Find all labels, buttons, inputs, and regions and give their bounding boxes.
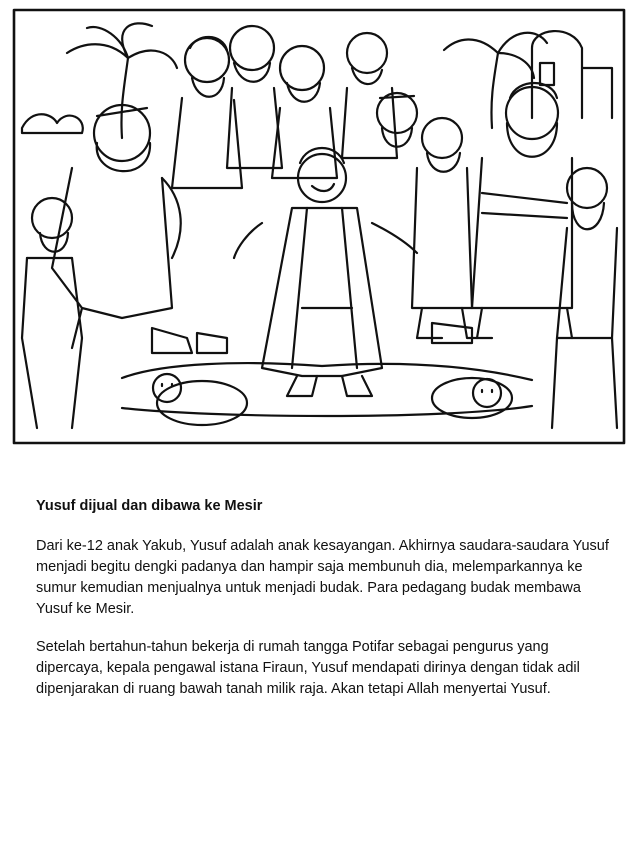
brother-far-right	[552, 168, 617, 428]
brother-middle-right-2	[377, 93, 417, 147]
brother-middle-right	[412, 118, 492, 338]
illustration-drawing	[12, 8, 626, 445]
brother-back-4	[227, 26, 282, 168]
brother-far-left	[22, 198, 82, 428]
palm-tree-left	[67, 23, 177, 138]
building	[532, 31, 612, 118]
story-paragraph-2: Setelah bertahun-tahun bekerja di rumah tangga Potifar sebagai pengurus yang dipercaya, kepala pengawal istana Firaun, Yusuf mendapati dirinya dengan tidak adil dipenjarakan di ruang bawah tanah milik raja. Akan tetapi Allah menyertai Yusuf.	[36, 639, 580, 697]
brother-front-right	[472, 83, 572, 338]
story-text-block	[36, 496, 616, 717]
coloring-illustration	[12, 8, 626, 445]
story-title: Yusuf dijual dan dibawa ke Mesir	[36, 498, 263, 514]
story-paragraph-1: Dari ke-12 anak Yakub, Yusuf adalah anak kesayangan. Akhirnya saudara-saudara Yusuf menjadi begitu dengki padanya dan hampir saja membunuh dia, melemparkannya ke sumur kemudian menjualnya untuk menjadi budak. Para pedagang budak membawa Yusuf ke Mesir.	[36, 538, 609, 617]
joseph	[234, 148, 417, 396]
sheep-left	[153, 374, 247, 425]
